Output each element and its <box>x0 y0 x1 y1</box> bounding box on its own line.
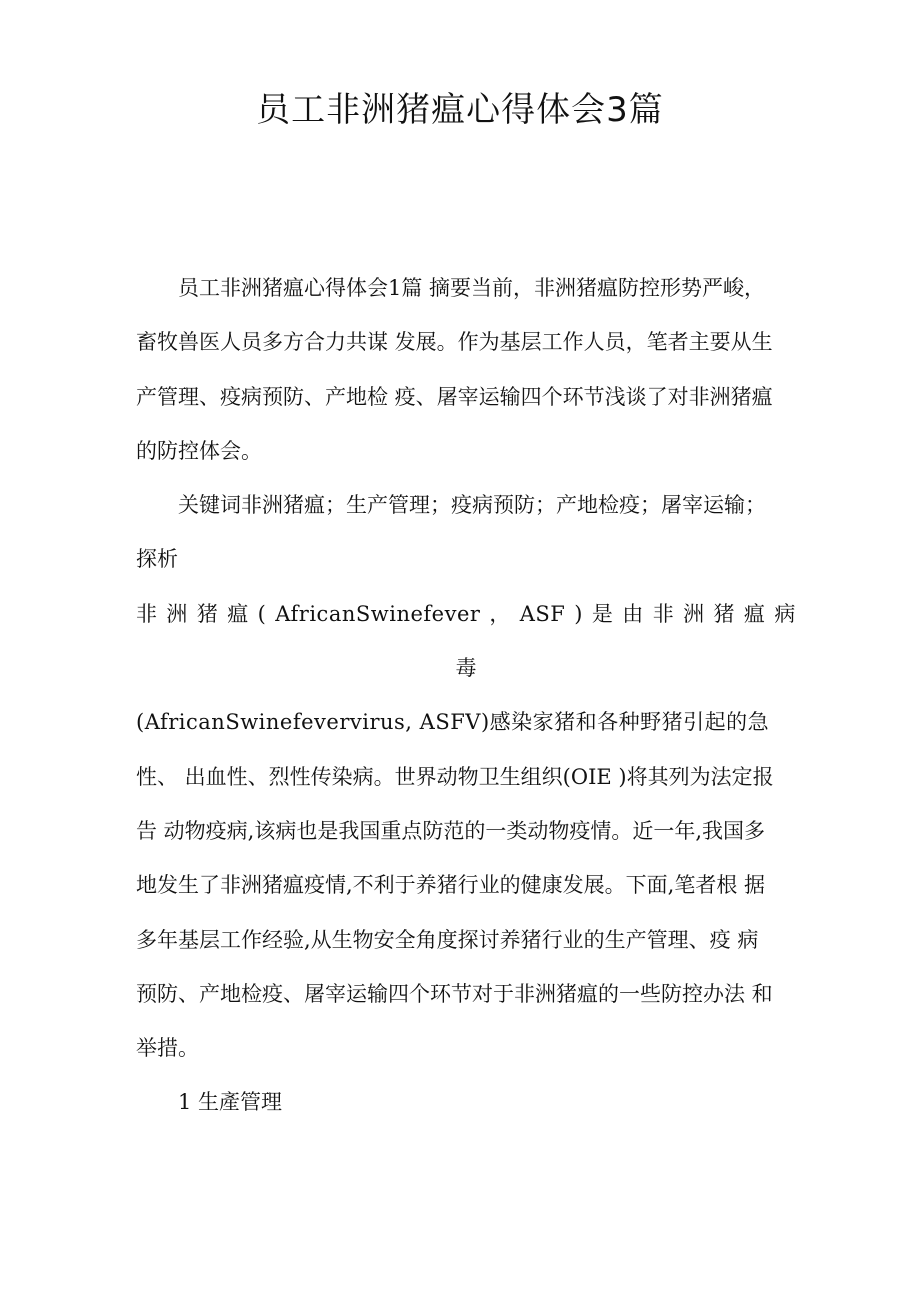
spaced-token: ( <box>257 601 267 626</box>
text-line: 探析 <box>136 547 178 572</box>
text-line: 畜牧兽医人员多方合力共谋 发展。作为基层工作人员，笔者主要从生 <box>136 330 773 355</box>
spaced-token: ) <box>574 601 583 626</box>
spaced-token: AfricanSwinefever <box>275 601 481 626</box>
page-title: 员工非洲猪瘟心得体会3篇 <box>256 90 664 130</box>
text-line: 多年基层工作经验,从生物安全角度探讨养猪行业的生产管理、疫 病 <box>136 927 759 952</box>
text-line: 举措。 <box>136 1036 199 1061</box>
spaced-token: 瘟 <box>227 601 249 626</box>
spaced-token: 由 <box>622 601 644 626</box>
spaced-token: 洲 <box>166 601 188 626</box>
spaced-token: 非 <box>136 601 158 626</box>
spaced-token: 猪 <box>713 601 736 626</box>
spaced-token: 猪 <box>196 601 219 626</box>
centered-char-line: 毒 <box>455 656 477 681</box>
section-heading <box>136 1075 796 1129</box>
spaced-token: 非 <box>652 601 675 626</box>
spaced-token: ASF <box>519 601 566 626</box>
text-line: 预防、产地检疫、屠宰运输四个环节对于非洲猪瘟的一些防控办法 和 <box>136 981 773 1006</box>
paragraph-abstract <box>136 261 796 478</box>
spaced-token: 瘟 <box>743 601 766 626</box>
text-line: 关键词非洲猪瘟；生产管理；疫病预防；产地检疫；屠宰运输； <box>178 493 766 518</box>
text-line: 地发生了非洲猪瘟疫情,不利于养猪行业的健康发展。下面,笔者根 据 <box>136 873 766 898</box>
spaced-token: 病 <box>774 601 796 626</box>
spaced-text-line <box>136 587 796 641</box>
spaced-token: 洲 <box>683 601 705 626</box>
text-line: 告 动物疫病,该病也是我国重点防范的一类动物疫情。近一年,我国多 <box>136 818 766 843</box>
section-title: 1 生產管理 <box>178 1090 283 1115</box>
document-body <box>136 261 796 1130</box>
paragraph-keywords <box>136 478 796 587</box>
paragraph-intro <box>136 587 796 1076</box>
text-line: 的防控体会。 <box>136 438 262 463</box>
spaced-token: ， <box>489 601 511 626</box>
text-line: 产管理、疫病预防、产地检 疫、屠宰运输四个环节浅谈了对非洲猪瘟 <box>136 384 773 409</box>
spaced-token: 是 <box>591 601 614 626</box>
text-line: 性、 出血性、烈性传染病。世界动物卫生组织(OIE )将其列为法定报 <box>136 764 774 789</box>
text-line: 员工非洲猪瘟心得体会1篇 摘要当前，非洲猪瘟防控形势严峻， <box>178 276 766 300</box>
text-line: (AfricanSwinefevervirus, ASFV)感染家猪和各种野猪引起的急 <box>136 710 770 735</box>
